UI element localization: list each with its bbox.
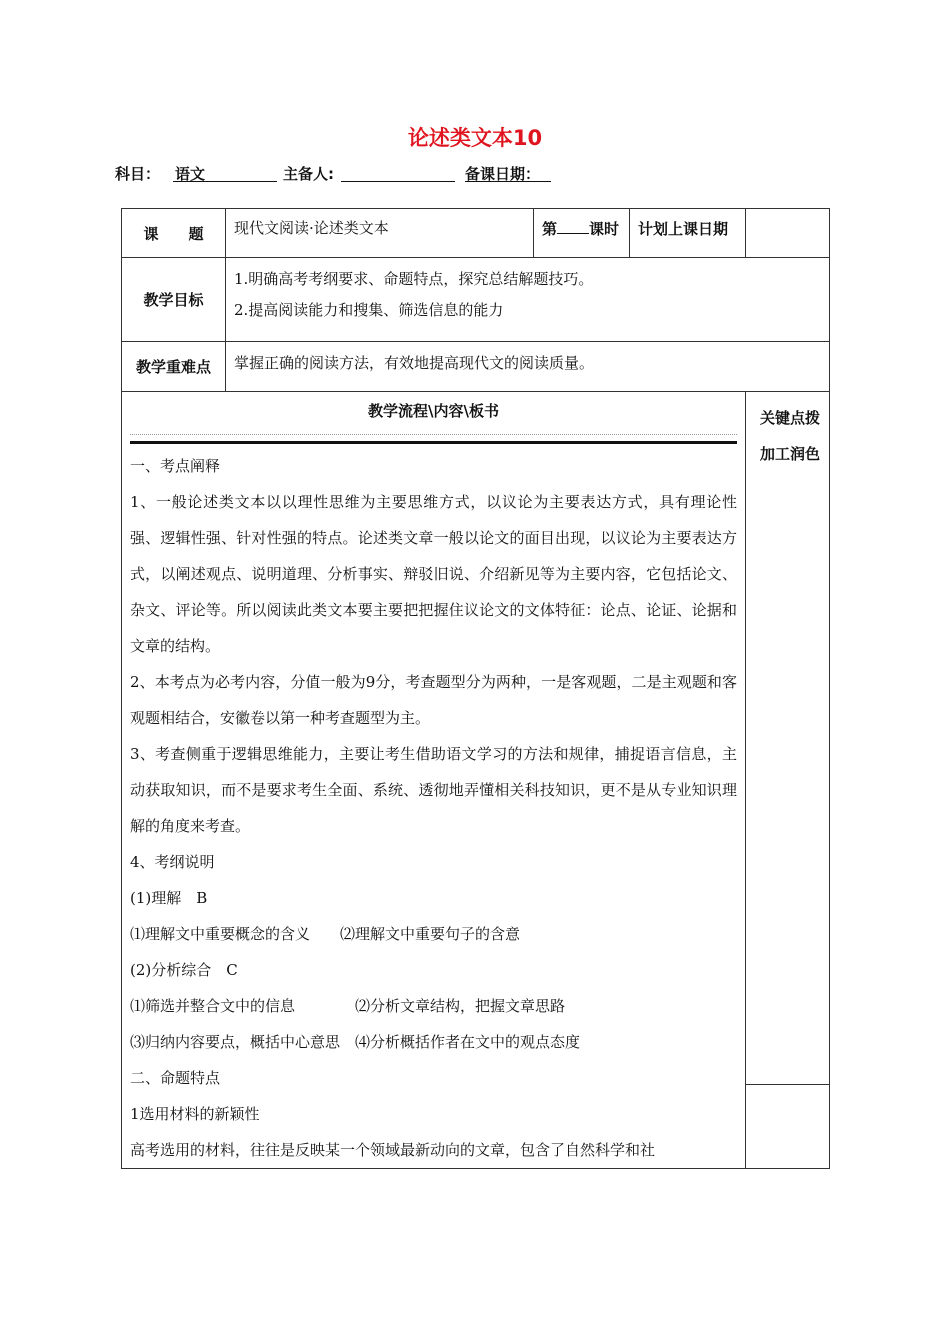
paragraph: 4、考纲说明 bbox=[130, 853, 215, 871]
lesson-plan-table bbox=[121, 208, 830, 1169]
lesson-blank bbox=[557, 233, 589, 234]
topic-row bbox=[122, 209, 830, 258]
topic-value: 现代文阅读·论述类文本 bbox=[226, 209, 534, 258]
plan-date-value bbox=[746, 209, 830, 258]
subject-value: 语文 bbox=[175, 165, 206, 183]
side-divider bbox=[746, 1084, 829, 1085]
paragraph: 3、考查侧重于逻辑思维能力，主要让考生借助语文学习的方法和规律，捕捉语言信息，主动获取知识，而不是要求考生全面、系统、透彻地弄懂相关科技知识，更不是从专业知识理解的角度来考查。 bbox=[130, 745, 737, 835]
paragraph: (2)分析综合 C bbox=[130, 961, 238, 979]
dotted-divider bbox=[130, 434, 737, 435]
goals-row bbox=[122, 258, 830, 342]
lesson-suffix: 课时 bbox=[589, 220, 620, 238]
lesson-prefix: 第 bbox=[542, 220, 558, 238]
subject-label: 科目： bbox=[115, 165, 161, 183]
content-row bbox=[122, 392, 830, 1169]
goal-item: 1.明确高考考纲要求、命题特点，探究总结解题技巧。 bbox=[234, 270, 594, 288]
keypoints-label: 教学重难点 bbox=[122, 342, 226, 392]
side-header-line: 关键点拨 bbox=[760, 409, 821, 427]
paragraph: 2、本考点为必考内容，分值一般为9分，考查题型分为两种，一是客观题，二是主观题和客观题相结合，安徽卷以第一种考查题型为主。 bbox=[130, 673, 737, 727]
date-underline bbox=[465, 181, 551, 182]
divider-line bbox=[130, 441, 737, 444]
plan-date-label: 计划上课日期 bbox=[630, 209, 746, 258]
flow-content-cell bbox=[122, 392, 746, 1169]
paragraph: ⑶归纳内容要点，概括中心意思 ⑷分析概括作者在文中的观点态度 bbox=[130, 1033, 581, 1051]
section-heading: 二、命题特点 bbox=[130, 1069, 221, 1087]
flow-header: 教学流程\内容\板书 bbox=[368, 402, 499, 420]
keypoints-value: 掌握正确的阅读方法，有效地提高现代文的阅读质量。 bbox=[226, 342, 830, 392]
topic-label: 课 题 bbox=[122, 209, 226, 258]
keypoints-row bbox=[122, 342, 830, 392]
content-body bbox=[122, 448, 745, 1168]
preparer-underline bbox=[341, 181, 455, 182]
paragraph: ⑴理解文中重要概念的含义 ⑵理解文中重要句子的含意 bbox=[130, 925, 521, 943]
side-notes-cell bbox=[746, 392, 830, 1169]
side-header bbox=[746, 392, 829, 472]
preparer-label: 主备人: bbox=[283, 165, 334, 183]
document-title: 论述类文本10 bbox=[407, 126, 543, 150]
lesson-count-cell bbox=[534, 209, 630, 258]
paragraph: 高考选用的材料，往往是反映某一个领域最新动向的文章，包含了自然科学和社 bbox=[130, 1141, 656, 1159]
side-header-line: 加工润色 bbox=[760, 445, 821, 463]
goals-cell bbox=[226, 258, 830, 342]
date-label: 备课日期： bbox=[465, 165, 541, 183]
paragraph: 1选用材料的新颖性 bbox=[130, 1105, 260, 1123]
goal-item: 2.提高阅读能力和搜集、筛选信息的能力 bbox=[234, 301, 504, 319]
paragraph: (1)理解 B bbox=[130, 889, 208, 907]
paragraph: ⑴筛选并整合文中的信息 ⑵分析文章结构，把握文章思路 bbox=[130, 997, 566, 1015]
subject-underline bbox=[173, 181, 277, 182]
goals-label: 教学目标 bbox=[122, 258, 226, 342]
section-heading: 一、考点阐释 bbox=[130, 457, 221, 475]
paragraph: 1、一般论述类文本以以理性思维为主要思维方式，以议论为主要表达方式，具有理论性强、逻辑性强、针对性强的特点。论述类文章一般以论文的面目出现，以议论为主要表达方式，以阐述观点、说明道理、分析事实、辩驳旧说、介绍新见等为主要内容，它包括论文、杂文、评论等。所以阅读此类文本要主要把把握住议论文的文体特征：论点、论证、论据和文章的结构。 bbox=[130, 493, 737, 655]
